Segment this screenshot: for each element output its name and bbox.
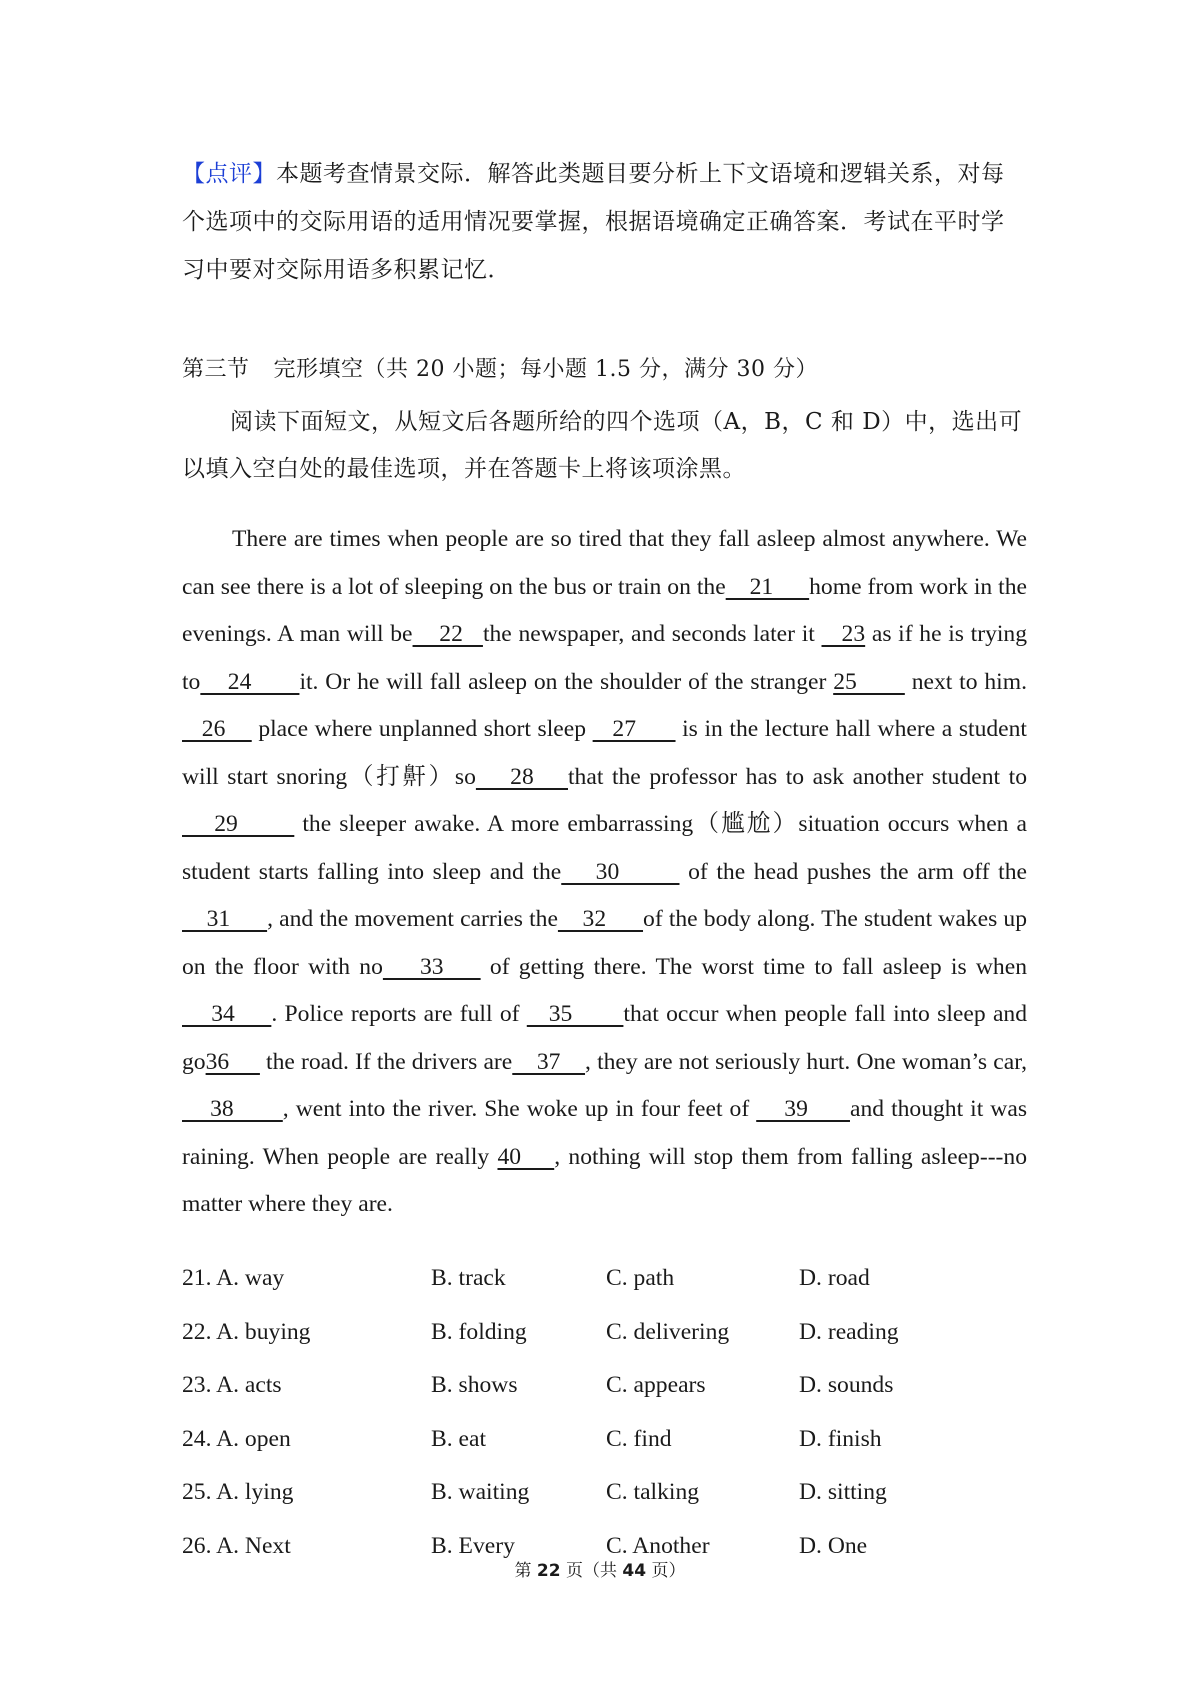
option-b: B. waiting [431, 1479, 530, 1506]
option-d: D. road [799, 1265, 870, 1292]
footer-page-number: 22 [536, 1561, 561, 1581]
option-d: D. finish [799, 1425, 882, 1452]
page-footer [0, 1556, 1200, 1581]
passage-text: of the head pushes the arm off the [679, 858, 1027, 885]
options-list [182, 1252, 1027, 1573]
option-d: D. reading [799, 1318, 899, 1345]
footer-suffix: 页） [646, 1561, 686, 1581]
option-a: 23. A. acts [182, 1372, 282, 1399]
cloze-blank: 22 [412, 621, 483, 647]
option-c: C. delivering [606, 1318, 730, 1345]
cloze-blank: 32 [557, 906, 644, 932]
cloze-blank: 28 [475, 763, 568, 790]
cloze-blank: 29 [182, 811, 295, 837]
footer-prefix: 第 [514, 1561, 537, 1581]
option-c: C. path [606, 1265, 675, 1292]
option-d: D. One [799, 1532, 868, 1559]
option-a: 26. A. Next [182, 1532, 291, 1559]
option-a: 25. A. lying [182, 1479, 294, 1506]
option-b: B. shows [431, 1372, 518, 1399]
option-a: 21. A. way [182, 1265, 285, 1292]
cloze-blank: 38 [182, 1096, 283, 1122]
passage-text: of the body along. The student wakes up on the floor with no [182, 906, 1028, 980]
option-d: D. sounds [799, 1372, 894, 1399]
footer-middle: 页（共 [560, 1561, 623, 1581]
passage-text: . Police reports are full of [271, 1001, 527, 1027]
footer-total-pages: 44 [622, 1561, 647, 1581]
page-content [182, 150, 1027, 1573]
cloze-blank: 21 [725, 573, 810, 600]
passage-text: is in the lecture hall where a student will start snoring（打鼾）so [182, 716, 1027, 790]
option-row [182, 1359, 1027, 1413]
cloze-blank: 40 [497, 1143, 555, 1170]
cloze-blank: 26 [182, 716, 252, 742]
passage-text: , they are not seriously hurt. One woman’s car, [585, 1048, 1027, 1075]
option-row [182, 1413, 1027, 1467]
passage-text: place where unplanned short sleep [251, 716, 593, 742]
cloze-blank: 33 [382, 953, 481, 980]
cloze-blank: 27 [592, 716, 676, 742]
option-d: D. sitting [799, 1479, 887, 1506]
cloze-passage [182, 516, 1027, 1229]
passage-text: as if he is trying to [182, 621, 1028, 695]
cloze-blank: 36 [205, 1048, 260, 1075]
option-b: B. folding [431, 1318, 527, 1345]
passage-text: that occur when people fall into sleep and go [182, 1001, 1028, 1075]
section-name: 第三节 [182, 357, 250, 382]
option-b: B. Every [431, 1532, 515, 1559]
cloze-blank: 30 [561, 858, 680, 885]
cloze-blank: 37 [512, 1048, 586, 1075]
passage-text: next to him. [904, 668, 1027, 695]
option-row [182, 1466, 1027, 1520]
cloze-blank: 23 [821, 621, 866, 647]
passage-text: the sleeper awake. A more embarrassing（尴尬）situation occurs when a student starts falling into sleep and the [182, 811, 1027, 885]
passage-text: There are times when people are so tired that they fall asleep almost anywhere. We can see there is a lot of sleeping on the bus or train on the [182, 526, 1027, 600]
comment-text: 本题考查情景交际．解答此类题目要分析上下文语境和逻辑关系，对每个选项中的交际用语的适用情况要掌握，根据语境确定正确答案．考试在平时学习中要对交际用语多积累记忆． [182, 161, 1005, 283]
option-row [182, 1252, 1027, 1306]
option-b: B. eat [431, 1425, 487, 1452]
passage-text: the road. If the drivers are [259, 1048, 513, 1075]
passage-text: home from work in the evenings. A man will be [182, 573, 1028, 647]
section-heading [182, 355, 1027, 385]
option-b: B. track [431, 1265, 506, 1292]
passage-text: , nothing will stop them from falling asleep---no matter where they are. [182, 1143, 1028, 1217]
section-instructions: 阅读下面短文，从短文后各题所给的四个选项（A，B，C 和 D）中，选出可以填入空白处的最佳选项，并在答题卡上将该项涂黑。 [182, 409, 1023, 482]
section-title: 完形填空（共 20 小题；每小题 1.5 分，满分 30 分） [273, 357, 818, 382]
passage-text: it. Or he will fall asleep on the shoulder of the stranger [299, 668, 834, 695]
option-c: C. Another [606, 1532, 710, 1559]
cloze-blank: 39 [756, 1096, 850, 1122]
cloze-blank: 25 [833, 668, 905, 695]
option-c: C. find [606, 1425, 672, 1452]
passage-text: , went into the river. She woke up in four feet of [282, 1096, 757, 1122]
option-c: C. talking [606, 1479, 700, 1506]
cloze-blank: 31 [182, 906, 268, 932]
option-a: 22. A. buying [182, 1318, 311, 1345]
passage-text: the newspaper, and seconds later it [482, 621, 822, 647]
passage-text: that the professor has to ask another student to [568, 763, 1027, 790]
passage-text: of getting there. The worst time to fall asleep is when [480, 953, 1027, 980]
option-a: 24. A. open [182, 1425, 291, 1452]
passage-text: and thought it was raining. When people are really [182, 1096, 1028, 1170]
option-row [182, 1306, 1027, 1360]
cloze-blank: 34 [182, 1001, 272, 1027]
comment-paragraph [182, 150, 1027, 294]
comment-tag: 【点评】 [182, 161, 276, 187]
cloze-blank: 35 [526, 1001, 624, 1027]
option-c: C. appears [606, 1372, 706, 1399]
cloze-blank: 24 [200, 668, 300, 695]
passage-text: , and the movement carries the [267, 906, 558, 932]
